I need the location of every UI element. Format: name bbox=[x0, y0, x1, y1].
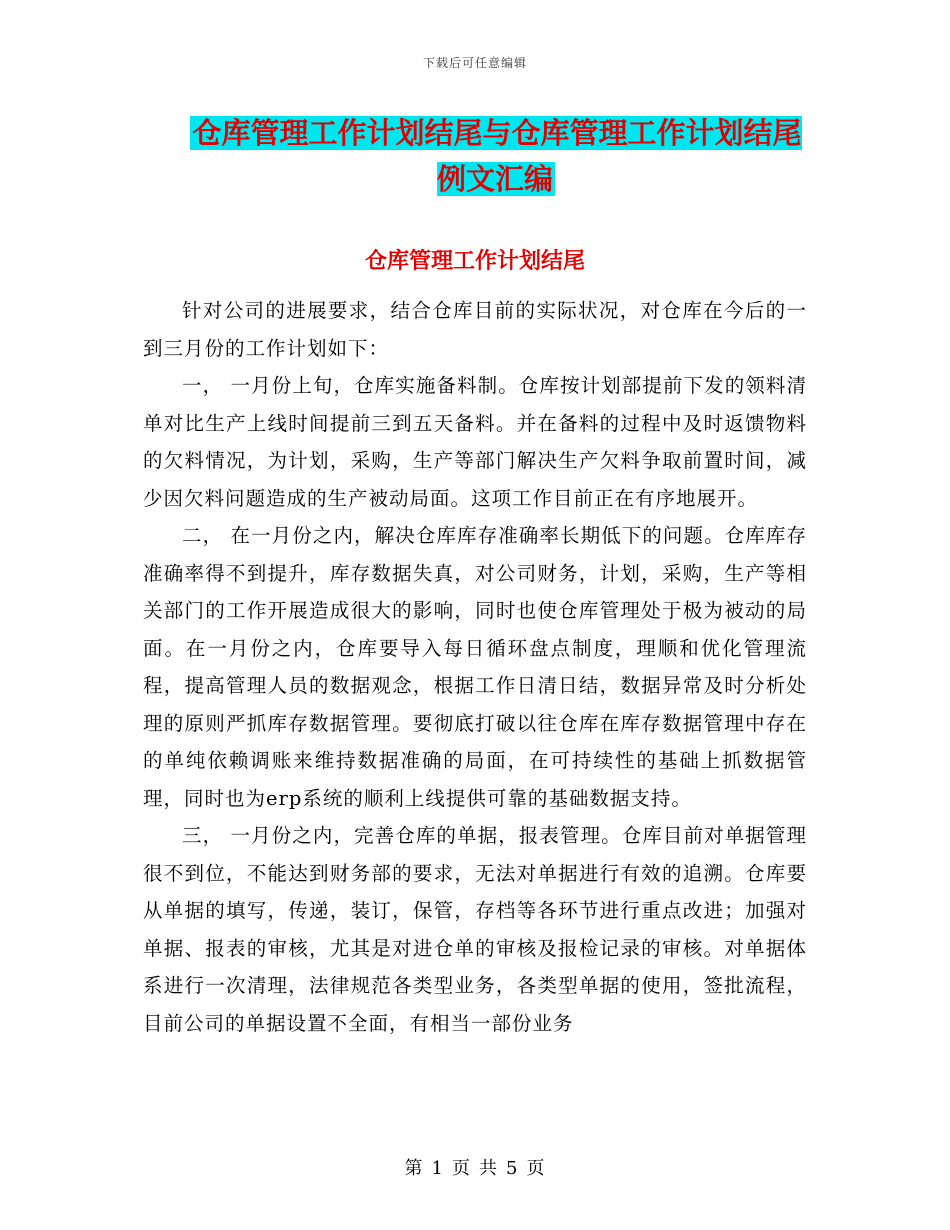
footer-page-total: 5 bbox=[506, 1158, 519, 1179]
header-note: 下载后可任意编辑 bbox=[422, 56, 527, 70]
footer-page-mid: 页 bbox=[452, 1158, 471, 1179]
document-body bbox=[143, 292, 807, 1042]
paragraph-item-3: 三， 一月份之内，完善仓库的单据，报表管理。仓库目前对单据管理很不到位，不能达到财务部的要求，无法对单据进行有效的追溯。仓库要从单据的填写，传递，装订，保管，存档等各环节进行重点改进；加强对单据、报表的审核，尤其是对进仓单的审核及报检记录的审核。对单据体系进行一次清理，法律规范各类型业务，各类型单据的使用，签批流程，目前公司的单据设置不全面，有相当一部份业务 bbox=[143, 824, 807, 1035]
page-footer bbox=[0, 1154, 950, 1180]
footer-page-suffix: 页 bbox=[526, 1158, 546, 1179]
footer-page-prefix: 第 bbox=[404, 1158, 424, 1179]
document-title bbox=[190, 110, 802, 202]
document-title-text: 仓库管理工作计划结尾与仓库管理工作计划结尾例文汇编 bbox=[192, 116, 802, 196]
paragraph-intro: 针对公司的进展要求，结合仓库目前的实际状况，对仓库在今后的一到三月份的工作计划如下： bbox=[143, 299, 807, 360]
section-title: 仓库管理工作计划结尾 bbox=[364, 248, 585, 274]
paragraph-item-2: 二， 在一月份之内，解决仓库库存准确率长期低下的问题。仓库库存准确率得不到提升，库存数据失真，对公司财务，计划，采购，生产等相关部门的工作开展造成很大的影响，同时也使仓库管理处于极为被动的局面。在一月份之内，仓库要导入每日循环盘点制度，理顺和优化管理流程，提高管理人员的数据观念，根据工作日清日结，数据异常及时分析处理的原则严抓库存数据管理。要彻底打破以往仓库在库存数据管理中存在的单纯依赖调账来维持数据准确的局面，在可持续性的基础上抓数据管理，同时也为erp系统的顺利上线提供可靠的基础数据支持。 bbox=[143, 524, 807, 810]
footer-total-prefix: 共 bbox=[479, 1158, 498, 1179]
footer-page-current: 1 bbox=[431, 1158, 444, 1179]
paragraph-item-1: 一， 一月份上旬，仓库实施备料制。仓库按计划部提前下发的领料清单对比生产上线时间提前三到五天备料。并在备料的过程中及时返馈物料的欠料情况，为计划，采购，生产等部门解决生产欠料争取前置时间，减少因欠料问题造成的生产被动局面。这项工作目前正在有序地展开。 bbox=[143, 374, 807, 510]
